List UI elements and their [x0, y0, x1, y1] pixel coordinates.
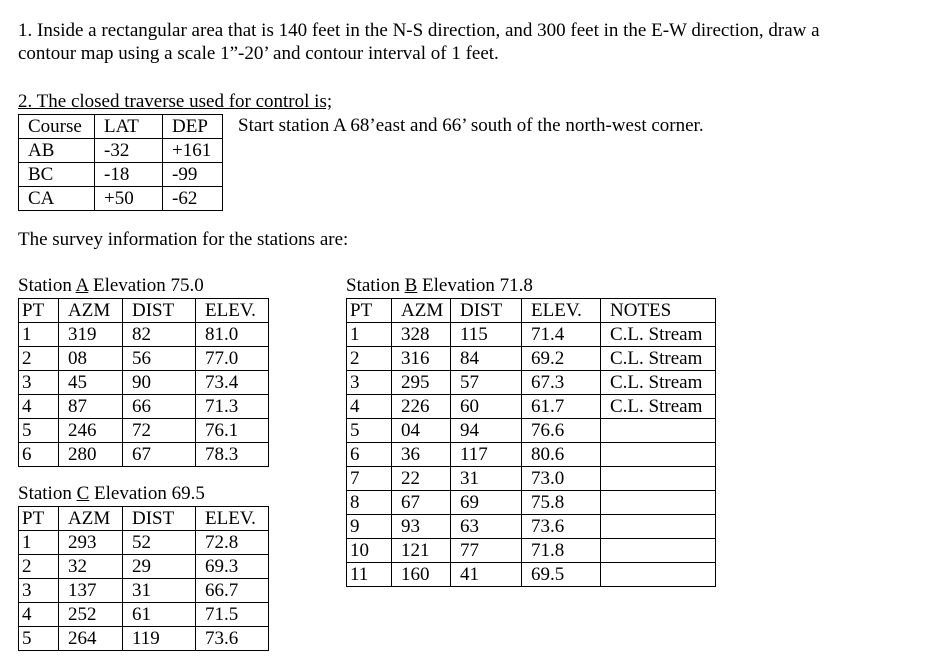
table-cell: CA	[19, 187, 95, 211]
table-cell: 69	[451, 491, 522, 515]
table-row	[347, 395, 716, 419]
table-cell: 328	[392, 323, 451, 347]
table-cell	[601, 491, 716, 515]
problem1-line1: 1. Inside a rectangular area that is 140 feet in the N-S direction, and 300 feet in the E-W direction, draw a	[18, 20, 820, 41]
table-row	[347, 419, 716, 443]
table-row	[19, 555, 269, 579]
table-cell: 66.7	[196, 579, 269, 603]
table-cell: 76.1	[196, 419, 269, 443]
station-b-label: Station B Elevation 71.8	[346, 275, 533, 296]
table-row	[19, 579, 269, 603]
table-cell: 1	[347, 323, 392, 347]
station-c-label: Station C Elevation 69.5	[18, 483, 205, 504]
table-cell: 246	[59, 419, 123, 443]
table-row	[347, 371, 716, 395]
table-cell: C.L. Stream	[601, 395, 716, 419]
table-cell: 2	[347, 347, 392, 371]
table-cell: 94	[451, 419, 522, 443]
table-cell: 11	[347, 563, 392, 587]
table-cell: 137	[59, 579, 123, 603]
header-cell: ELEV.	[196, 299, 269, 323]
table-cell: 80.6	[522, 443, 601, 467]
table-cell: 5	[19, 419, 59, 443]
table-cell: 71.5	[196, 603, 269, 627]
table-cell	[601, 539, 716, 563]
table-cell: 71.8	[522, 539, 601, 563]
table-cell: 316	[392, 347, 451, 371]
table-cell: 29	[123, 555, 196, 579]
table-header-row	[19, 115, 223, 139]
table-cell: 5	[347, 419, 392, 443]
table-cell: 56	[123, 347, 196, 371]
table-cell: 81.0	[196, 323, 269, 347]
table-cell: 280	[59, 443, 123, 467]
table-cell: 319	[59, 323, 123, 347]
station-b-table	[346, 298, 716, 587]
table-cell: 87	[59, 395, 123, 419]
table-cell: 295	[392, 371, 451, 395]
survey-intro: The survey information for the stations are:	[18, 229, 349, 250]
table-cell: -62	[163, 187, 223, 211]
table-cell: 7	[347, 467, 392, 491]
table-cell: 45	[59, 371, 123, 395]
table-cell: 76.6	[522, 419, 601, 443]
table-cell: 3	[347, 371, 392, 395]
header-cell: PT	[347, 299, 392, 323]
table-cell	[601, 419, 716, 443]
table-cell: 31	[451, 467, 522, 491]
table-row	[19, 139, 223, 163]
table-header-row	[19, 507, 269, 531]
table-cell: 115	[451, 323, 522, 347]
header-cell: DIST	[451, 299, 522, 323]
header-cell: DEP	[163, 115, 223, 139]
header-cell: NOTES	[601, 299, 716, 323]
table-cell	[601, 443, 716, 467]
start-station-note: Start station A 68’east and 66’ south of the north-west corner.	[238, 115, 704, 136]
table-cell: 69.2	[522, 347, 601, 371]
table-cell: BC	[19, 163, 95, 187]
table-cell: 82	[123, 323, 196, 347]
table-row	[347, 467, 716, 491]
table-cell: 4	[19, 395, 59, 419]
table-cell: 77	[451, 539, 522, 563]
table-cell: 72.8	[196, 531, 269, 555]
table-cell: 119	[123, 627, 196, 651]
table-cell: 72	[123, 419, 196, 443]
table-cell: 121	[392, 539, 451, 563]
table-row	[19, 163, 223, 187]
table-cell: 52	[123, 531, 196, 555]
table-row	[347, 347, 716, 371]
table-cell: 08	[59, 347, 123, 371]
table-cell: 69.3	[196, 555, 269, 579]
table-cell: 4	[19, 603, 59, 627]
table-cell: 69.5	[522, 563, 601, 587]
header-cell: AZM	[392, 299, 451, 323]
table-cell: -18	[95, 163, 163, 187]
table-cell: 61	[123, 603, 196, 627]
table-cell: 77.0	[196, 347, 269, 371]
table-row	[347, 563, 716, 587]
table-cell: 66	[123, 395, 196, 419]
table-cell	[601, 515, 716, 539]
table-cell: +50	[95, 187, 163, 211]
table-row	[19, 627, 269, 651]
header-cell: ELEV.	[522, 299, 601, 323]
table-cell: 71.3	[196, 395, 269, 419]
header-cell: PT	[19, 299, 59, 323]
header-cell: DIST	[123, 299, 196, 323]
table-row	[347, 443, 716, 467]
table-cell: +161	[163, 139, 223, 163]
table-row	[19, 603, 269, 627]
table-cell: 6	[347, 443, 392, 467]
table-cell: C.L. Stream	[601, 347, 716, 371]
table-cell: 117	[451, 443, 522, 467]
header-cell: PT	[19, 507, 59, 531]
table-row	[19, 323, 269, 347]
table-header-row	[347, 299, 716, 323]
table-cell: 160	[392, 563, 451, 587]
problem1-line2: contour map using a scale 1”-20’ and contour interval of 1 feet.	[18, 43, 499, 64]
table-cell: 04	[392, 419, 451, 443]
table-cell: 84	[451, 347, 522, 371]
table-cell: 73.6	[522, 515, 601, 539]
table-cell: 32	[59, 555, 123, 579]
table-cell: 78.3	[196, 443, 269, 467]
table-cell: 60	[451, 395, 522, 419]
station-c-table	[18, 506, 269, 651]
table-cell: 73.0	[522, 467, 601, 491]
table-cell: 63	[451, 515, 522, 539]
table-row	[19, 187, 223, 211]
table-cell: 3	[19, 579, 59, 603]
table-row	[347, 323, 716, 347]
table-cell: C.L. Stream	[601, 371, 716, 395]
table-cell: 22	[392, 467, 451, 491]
header-cell: AZM	[59, 507, 123, 531]
table-row	[19, 395, 269, 419]
table-cell: 73.4	[196, 371, 269, 395]
header-cell: DIST	[123, 507, 196, 531]
table-cell: 8	[347, 491, 392, 515]
table-cell: AB	[19, 139, 95, 163]
table-cell: 264	[59, 627, 123, 651]
table-row	[19, 443, 269, 467]
table-cell: 75.8	[522, 491, 601, 515]
table-cell: 90	[123, 371, 196, 395]
header-cell: Course	[19, 115, 95, 139]
table-cell: 1	[19, 531, 59, 555]
table-cell: 4	[347, 395, 392, 419]
table-cell: 293	[59, 531, 123, 555]
table-cell: 10	[347, 539, 392, 563]
table-cell: 73.6	[196, 627, 269, 651]
table-cell: 61.7	[522, 395, 601, 419]
station-a-label: Station A Elevation 75.0	[18, 275, 204, 296]
table-cell	[601, 563, 716, 587]
table-row	[347, 539, 716, 563]
table-row	[19, 531, 269, 555]
table-row	[347, 515, 716, 539]
table-cell: -32	[95, 139, 163, 163]
table-cell: 67	[123, 443, 196, 467]
header-cell: ELEV.	[196, 507, 269, 531]
table-cell: 67	[392, 491, 451, 515]
table-cell: C.L. Stream	[601, 323, 716, 347]
table-row	[19, 371, 269, 395]
table-header-row	[19, 299, 269, 323]
table-cell: 1	[19, 323, 59, 347]
table-cell: 57	[451, 371, 522, 395]
table-cell: 36	[392, 443, 451, 467]
table-cell: 6	[19, 443, 59, 467]
table-row	[347, 491, 716, 515]
problem2-heading: 2. The closed traverse used for control is;	[18, 91, 333, 112]
header-cell: LAT	[95, 115, 163, 139]
traverse-table	[18, 114, 223, 211]
table-cell: 252	[59, 603, 123, 627]
table-cell: 93	[392, 515, 451, 539]
table-cell: 9	[347, 515, 392, 539]
table-cell: 2	[19, 555, 59, 579]
table-cell: 67.3	[522, 371, 601, 395]
table-cell: 5	[19, 627, 59, 651]
table-cell: 31	[123, 579, 196, 603]
table-cell: 2	[19, 347, 59, 371]
header-cell: AZM	[59, 299, 123, 323]
table-cell: 226	[392, 395, 451, 419]
table-cell	[601, 467, 716, 491]
table-cell: 41	[451, 563, 522, 587]
table-cell: 71.4	[522, 323, 601, 347]
station-a-table	[18, 298, 269, 467]
table-cell: -99	[163, 163, 223, 187]
table-row	[19, 347, 269, 371]
table-row	[19, 419, 269, 443]
table-cell: 3	[19, 371, 59, 395]
